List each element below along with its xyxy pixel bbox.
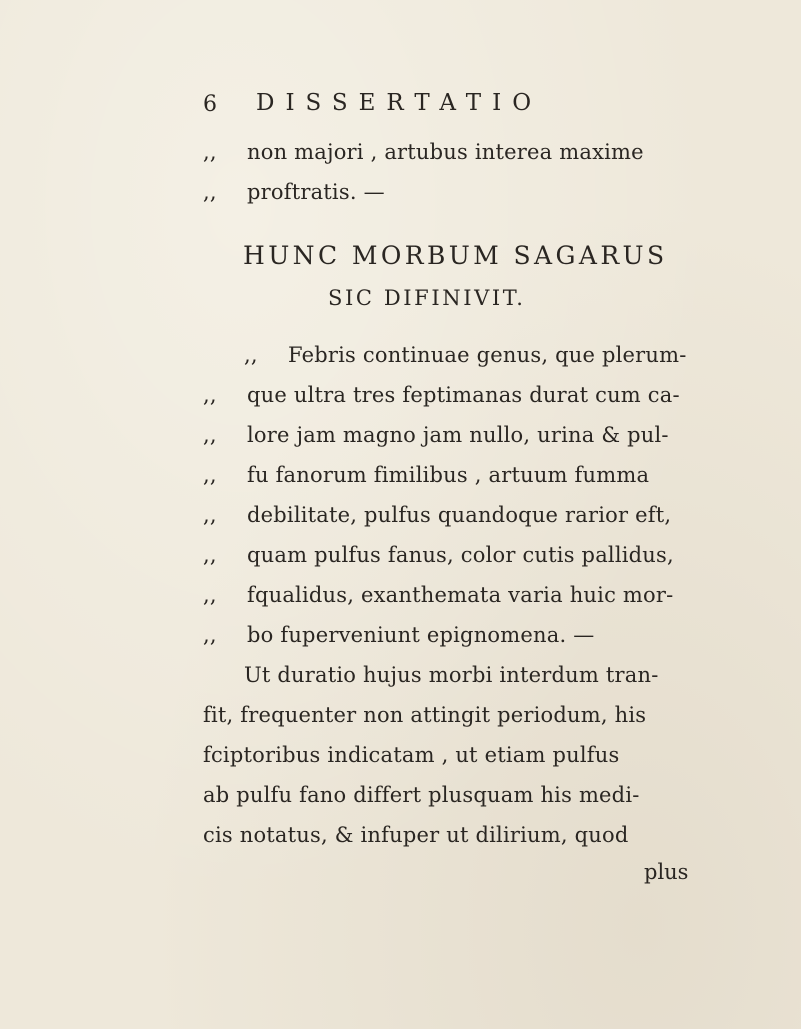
quote-line [203,503,671,527]
quote-line [203,623,594,647]
quote-mark: ,, [203,623,217,647]
body-line: fit, frequenter non attingit periodum, his [203,703,647,727]
body-line: fciptoribus indicatam , ut etiam pulfus [203,743,620,767]
quote-line [244,343,687,367]
quote-mark: ,, [203,503,217,527]
running-title: DISSERTATIO [256,90,543,116]
quote-line [203,423,669,447]
body-line: Ut duratio hujus morbi interdum tran- [244,663,659,687]
section-heading-line1: HUNC MORBUM SAGARUS [243,241,668,270]
page-number: 6 [203,92,217,117]
line-text: que ultra tres feptimanas durat cum ca- [247,383,680,407]
quote-mark: ,, [203,583,217,607]
section-heading-line2: SIC DIFINIVIT. [328,286,526,310]
intro-line [203,180,385,204]
line-text: fu fanorum fimilibus , artuum fumma [247,463,650,487]
catchword: plus [644,860,689,884]
line-text: quam pulfus fanus, color cutis pallidus, [247,543,674,567]
body-line: cis notatus, & infuper ut dilirium, quod [203,823,629,847]
quote-mark: ,, [203,383,217,407]
line-text: fqualidus, exanthemata varia huic mor- [247,583,674,607]
line-text: lore jam magno jam nullo, urina & pul- [247,423,669,447]
quote-mark: ,, [203,463,217,487]
line-text: debilitate, pulfus quandoque rarior eft, [247,503,672,527]
quote-mark: ,, [203,423,217,447]
quote-line [203,383,680,407]
intro-line [203,140,644,164]
quote-line [203,463,649,487]
line-text: bo fuperveniunt epignomena. — [247,623,595,647]
quote-line [203,543,674,567]
quote-mark: ,, [203,140,217,164]
line-text: non majori , artubus interea maxime [247,140,644,164]
quote-line [203,583,673,607]
quote-mark: ,, [244,343,258,367]
line-text: proftratis. — [247,180,385,204]
body-line: ab pulfu fano differt plusquam his medi- [203,783,640,807]
quote-mark: ,, [203,180,217,204]
line-text: Febris continuae genus, que plerum- [288,343,687,367]
quote-mark: ,, [203,543,217,567]
